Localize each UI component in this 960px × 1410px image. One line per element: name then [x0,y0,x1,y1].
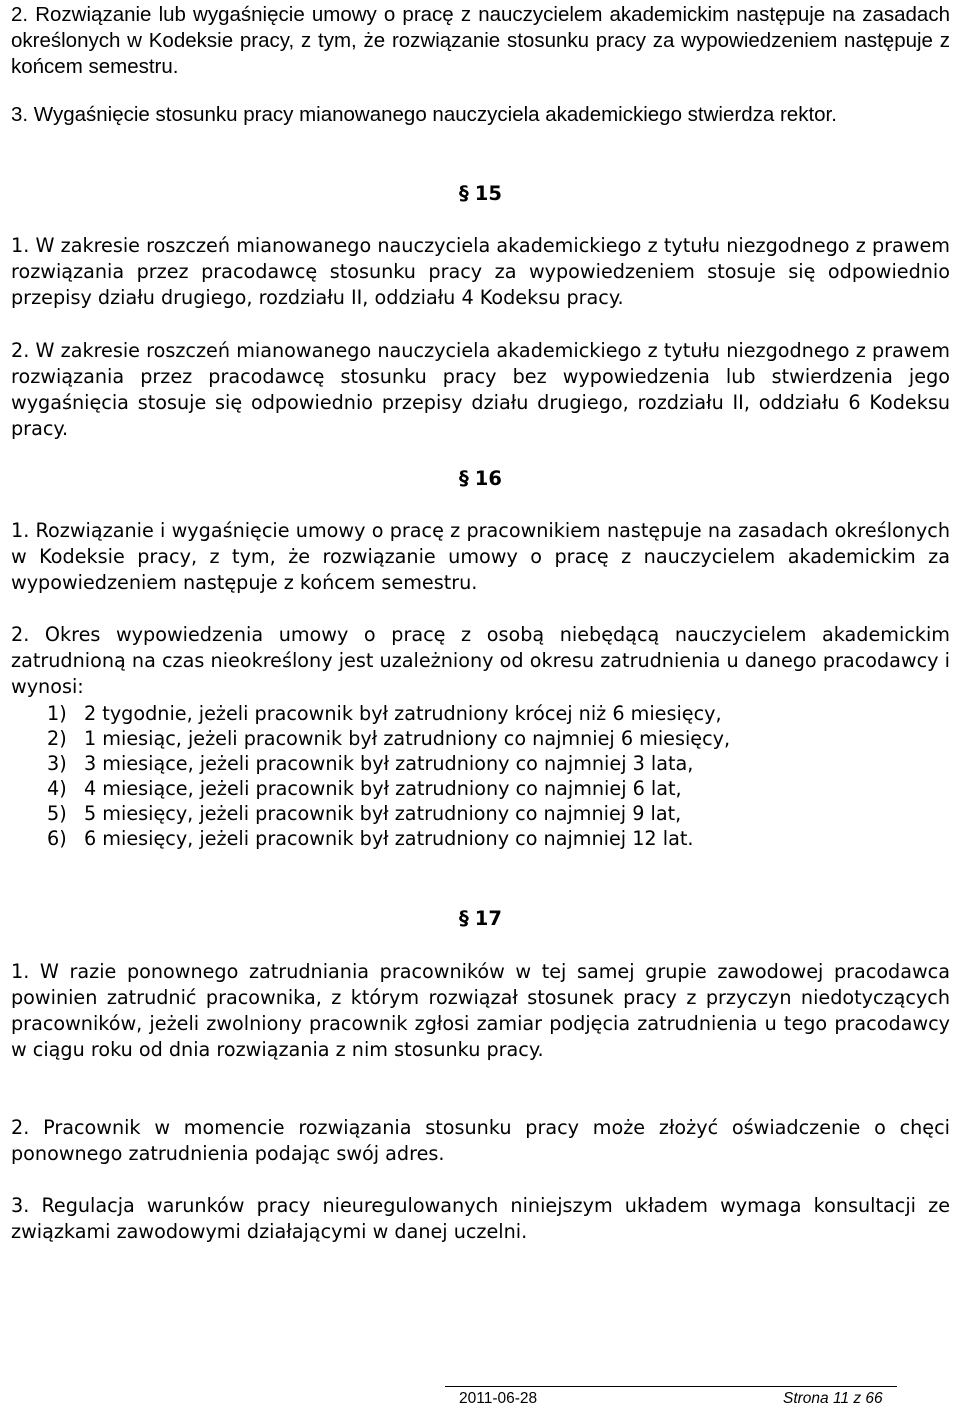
list-item [47,826,730,851]
notice-period-list [47,701,730,851]
paragraph-15-1: 1. W zakresie roszczeń mianowanego nauczyciela akademickiego z tytułu niezgodnego z prawem rozwiązania przez pracodawcę stosunku pracy za wypowiedzeniem stosuje się odpowiednio przepisy działu drugiego, rozdziału II, oddziału 4 Kodeksu pracy. [11,234,950,309]
list-item-text: 4 miesiące, jeżeli pracownik był zatrudniony co najmniej 6 lat, [84,777,682,800]
section-number: 16 [474,467,502,490]
section-heading-17 [11,906,950,932]
page-number: Strona 11 z 66 [783,1390,883,1407]
list-item-text: 2 tygodnie, jeżeli pracownik był zatrudniony krócej niż 6 miesięcy, [84,702,722,725]
list-item [47,751,730,776]
list-item-number: 3) [47,752,67,775]
section-heading-15 [11,181,950,207]
paragraph-17-3: 3. Regulacja warunków pracy nieuregulowanych niniejszym układem wymaga konsultacji ze związkami zawodowymi działającymi w danej uczelni. [11,1194,950,1243]
paragraph-14-2: 2. Rozwiązanie lub wygaśnięcie umowy o pracę z nauczycielem akademickim następuje na zasadach określonych w Kodeksie pracy, z tym, że rozwiązanie stosunku pracy za wypowiedzeniem następuje z końcem semestru. [11,3,950,78]
list-item [47,726,730,751]
list-item [47,776,730,801]
list-item-text: 1 miesiąc, jeżeli pracownik był zatrudniony co najmniej 6 miesięcy, [84,727,731,750]
section-sign: § [459,907,469,930]
paragraph-14-3: 3. Wygaśnięcie stosunku pracy mianowanego nauczyciela akademickiego stwierdza rektor. [11,103,837,126]
list-item-number: 2) [47,727,67,750]
section-heading-16 [11,466,950,492]
paragraph-15-2: 2. W zakresie roszczeń mianowanego nauczyciela akademickiego z tytułu niezgodnego z prawem rozwiązania przez pracodawcę stosunku pracy bez wypowiedzenia lub stwierdzenia jego wygaśnięcia stosuje się odpowiednio przepisy działu drugiego, rozdziału II, oddziału 6 Kodeksu pracy. [11,339,950,440]
list-item-number: 1) [47,702,67,725]
paragraph-16-1: 1. Rozwiązanie i wygaśnięcie umowy o pracę z pracownikiem następuje na zasadach określonych w Kodeksie pracy, z tym, że rozwiązanie umowy o pracę z nauczycielem akademickim za wypowiedzeniem następuje z końcem semestru. [11,519,950,594]
section-sign: § [459,467,469,490]
footer-date: 2011-06-28 [459,1390,538,1407]
list-item-text: 5 miesięcy, jeżeli pracownik był zatrudniony co najmniej 9 lat, [84,802,682,825]
list-item [47,801,730,826]
paragraph-16-2: 2. Okres wypowiedzenia umowy o pracę z osobą niebędącą nauczycielem akademickim zatrudnioną na czas nieokreślony jest uzależniony od okresu zatrudnienia u danego pracodawcy i wynosi: [11,623,950,698]
paragraph-17-1: 1. W razie ponownego zatrudniania pracowników w tej samej grupie zawodowej pracodawca powinien zatrudnić pracownika, z którym rozwiązał stosunek pracy z przyczyn niedotyczących pracowników, jeżeli zwolniony pracownik zgłosi zamiar podjęcia zatrudnienia u tego pracodawcy w ciągu roku od dnia rozwiązania z nim stosunku pracy. [11,960,950,1061]
list-item-text: 6 miesięcy, jeżeli pracownik był zatrudniony co najmniej 12 lat. [84,827,694,850]
paragraph-17-2: 2. Pracownik w momencie rozwiązania stosunku pracy może złożyć oświadczenie o chęci ponownego zatrudnienia podając swój adres. [11,1116,950,1165]
section-number: 15 [474,182,502,205]
section-number: 17 [474,907,502,930]
list-item [47,701,730,726]
list-item-number: 6) [47,827,67,850]
page-footer [445,1386,897,1407]
list-item-number: 4) [47,777,67,800]
list-item-number: 5) [47,802,67,825]
list-item-text: 3 miesiące, jeżeli pracownik był zatrudniony co najmniej 3 lata, [84,752,694,775]
section-sign: § [459,182,469,205]
